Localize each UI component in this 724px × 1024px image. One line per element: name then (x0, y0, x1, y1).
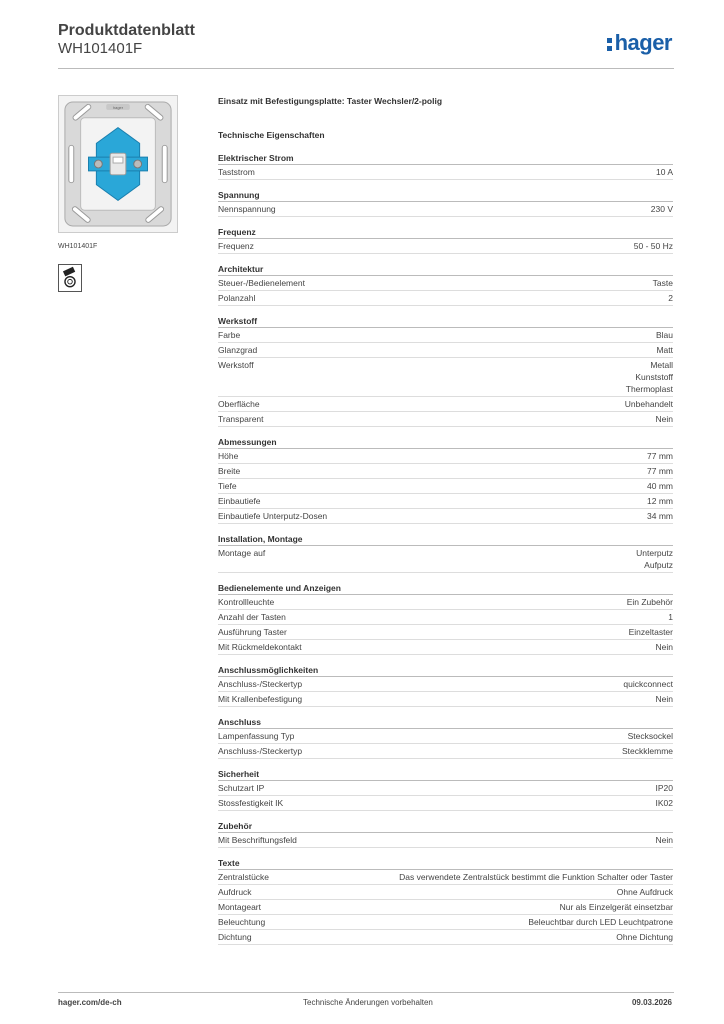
spec-value-line: 50 - 50 Hz (633, 241, 673, 251)
spec-label: Schutzart IP (218, 783, 265, 793)
spec-label: Montage auf (218, 548, 266, 558)
spec-value (276, 203, 673, 215)
spec-value (302, 678, 673, 690)
spec-value (254, 240, 673, 252)
spec-value-line: 10 A (655, 167, 673, 177)
spec-group (218, 190, 673, 217)
spec-label: Einbautiefe (218, 496, 261, 506)
footer-date: 09.03.2026 (631, 998, 672, 1007)
spec-value-line: 12 mm (647, 496, 673, 506)
spec-value (240, 329, 673, 341)
spec-value (265, 547, 673, 571)
spec-row (218, 343, 673, 358)
spec-value-line: Nein (655, 694, 673, 704)
spec-group-title: Anschluss (218, 717, 673, 729)
spec-label: Zentralstücke (218, 872, 270, 882)
spec-value-line: 77 mm (647, 466, 673, 476)
spec-group-title: Architektur (218, 264, 673, 276)
page-header (58, 20, 674, 70)
spec-row (218, 677, 673, 692)
spec-row (218, 358, 673, 397)
spec-value-line: 230 V (650, 204, 673, 214)
spec-value-line: 34 mm (647, 511, 673, 521)
spec-value (305, 277, 673, 289)
spec-row (218, 796, 673, 811)
footer-notice: Technische Änderungen vorbehalten (303, 998, 433, 1007)
spec-label: Polanzahl (218, 293, 256, 303)
spec-label: Aufdruck (218, 887, 252, 897)
spec-value (327, 510, 673, 522)
spec-row (218, 595, 673, 610)
spec-group-title: Sicherheit (218, 769, 673, 781)
spec-group (218, 858, 673, 945)
spec-value (255, 166, 673, 178)
spec-value (252, 886, 673, 898)
spec-value-line: Unterputz (636, 548, 673, 558)
spec-group-title: Texte (218, 858, 673, 870)
spec-value (286, 611, 673, 623)
spec-row (218, 328, 673, 343)
spec-group-title: Zubehör (218, 821, 673, 833)
spec-label: Frequenz (218, 241, 254, 251)
spec-value-line: Nein (655, 642, 673, 652)
spec-label: Lampenfassung Typ (218, 731, 295, 741)
spec-row (218, 625, 673, 640)
spec-value (283, 797, 673, 809)
spec-group-title: Anschlussmöglichkeiten (218, 665, 673, 677)
spec-value-line: Nein (655, 835, 673, 845)
footer-website[interactable]: hager.com/de-ch (58, 998, 122, 1007)
spec-value-line: Aufputz (644, 560, 673, 570)
spec-label: Oberfläche (218, 399, 260, 409)
product-name: Einsatz mit Befestigungsplatte: Taster Wechsler/2-polig (218, 96, 443, 106)
footer-divider (58, 992, 674, 993)
spec-value-line: Unbehandelt (624, 399, 673, 409)
spec-label: Kontrollleuchte (218, 597, 275, 607)
spec-value-line: IK02 (655, 798, 673, 808)
spec-row (218, 692, 673, 707)
spec-value (252, 931, 673, 943)
spec-value (260, 398, 673, 410)
spec-value (261, 495, 673, 507)
spec-value (265, 916, 673, 928)
spec-value-line: Ohne Aufdruck (616, 887, 673, 897)
spec-value (302, 693, 673, 705)
spec-label: Beleuchtung (218, 917, 266, 927)
spec-row (218, 781, 673, 796)
spec-value-line: Taste (652, 278, 673, 288)
spec-row (218, 464, 673, 479)
spec-group-title: Spannung (218, 190, 673, 202)
spec-row (218, 729, 673, 744)
spec-value-line: Nein (655, 414, 673, 424)
section-title: Technische Eigenschaften (218, 130, 325, 140)
switch-insert-illustration (59, 96, 177, 232)
flush-mount-icon (58, 264, 82, 292)
spec-row (218, 494, 673, 509)
spec-row (218, 412, 673, 427)
spec-group (218, 583, 673, 655)
spec-label: Einbautiefe Unterputz-Dosen (218, 511, 328, 521)
page-title: Produktdatenblatt (58, 22, 195, 39)
spec-value-line: Blau (655, 330, 673, 340)
hager-logo (607, 30, 672, 56)
spec-group-title: Frequenz (218, 227, 673, 239)
header-divider (58, 68, 674, 69)
spec-value (264, 782, 673, 794)
spec-label: Stossfestigkeit IK (218, 798, 284, 808)
spec-label: Taststrom (218, 167, 255, 177)
spec-label: Dichtung (218, 932, 252, 942)
spec-label: Anzahl der Tasten (218, 612, 286, 622)
spec-row (218, 202, 673, 217)
spec-value-line: IP20 (655, 783, 673, 793)
spec-row (218, 449, 673, 464)
spec-label: Mit Beschriftungsfeld (218, 835, 297, 845)
product-image (58, 95, 178, 233)
spec-group-title: Abmessungen (218, 437, 673, 449)
spec-value-line: quickconnect (623, 679, 673, 689)
spec-label: Mit Krallenbefestigung (218, 694, 303, 704)
spec-label: Anschluss-/Steckertyp (218, 679, 303, 689)
spec-value-line: Nur als Einzelgerät einsetzbar (559, 902, 673, 912)
spec-row (218, 640, 673, 655)
spec-label: Breite (218, 466, 241, 476)
spec-value-line: Stecksockel (627, 731, 673, 741)
spec-row (218, 610, 673, 625)
spec-row (218, 915, 673, 930)
spec-value-line: Ein Zubehör (626, 597, 673, 607)
spec-group-title: Elektrischer Strom (218, 153, 673, 165)
spec-value-line: Einzeltaster (628, 627, 673, 637)
spec-group (218, 665, 673, 707)
spec-label: Tiefe (218, 481, 237, 491)
spec-value-line: Kunststoff (635, 372, 673, 382)
spec-value-line: Beleuchtbar durch LED Leuchtpatrone (528, 917, 673, 927)
spec-group (218, 534, 673, 573)
spec-value (237, 480, 673, 492)
spec-label: Steuer-/Bedienelement (218, 278, 305, 288)
spec-label: Mit Rückmeldekontakt (218, 642, 302, 652)
spec-group (218, 153, 673, 180)
spec-row (218, 870, 673, 885)
spec-row (218, 291, 673, 306)
spec-group (218, 437, 673, 524)
spec-row (218, 930, 673, 945)
spec-content (218, 96, 673, 945)
spec-value-line: Das verwendete Zentralstück bestimmt die Funktion Schalter oder Taster (399, 872, 673, 882)
spec-group-title: Installation, Montage (218, 534, 673, 546)
spec-label: Glanzgrad (218, 345, 258, 355)
spec-row (218, 885, 673, 900)
image-brand-label: hager (112, 104, 124, 110)
spec-group (218, 717, 673, 759)
spec-value-line: 1 (668, 612, 673, 622)
spec-value (240, 465, 673, 477)
spec-group (218, 821, 673, 848)
spec-label: Transparent (218, 414, 264, 424)
spec-value (255, 292, 673, 304)
spec-value-line: Thermoplast (625, 384, 673, 394)
spec-value (238, 450, 673, 462)
spec-value (257, 344, 673, 356)
logo-dots-icon (607, 37, 612, 51)
spec-row (218, 509, 673, 524)
spec-value (297, 834, 673, 846)
spec-label: Montageart (218, 902, 261, 912)
spec-value (254, 359, 673, 395)
spec-label: Farbe (218, 330, 241, 340)
spec-row (218, 479, 673, 494)
spec-value-line: Metall (650, 360, 673, 370)
spec-row (218, 276, 673, 291)
spec-value-line: 77 mm (647, 451, 673, 461)
product-code-heading: WH101401F (58, 40, 143, 57)
spec-value (274, 596, 673, 608)
spec-value (287, 626, 673, 638)
spec-value (264, 413, 673, 425)
spec-group (218, 316, 673, 427)
spec-group-title: Bedienelemente und Anzeigen (218, 583, 673, 595)
spec-value (302, 745, 673, 757)
spec-row (218, 397, 673, 412)
spec-label: Höhe (218, 451, 239, 461)
spec-group (218, 769, 673, 811)
spec-value-line: 40 mm (647, 481, 673, 491)
spec-label: Nennspannung (218, 204, 276, 214)
spec-value (302, 641, 673, 653)
spec-value-line: Matt (656, 345, 673, 355)
spec-label: Werkstoff (218, 360, 254, 370)
spec-group (218, 264, 673, 306)
spec-row (218, 546, 673, 573)
spec-group (218, 227, 673, 254)
spec-row (218, 900, 673, 915)
spec-value-line: Steckklemme (621, 746, 673, 756)
spec-group-title: Werkstoff (218, 316, 673, 328)
logo-text: hager (614, 30, 672, 55)
spec-value (261, 901, 673, 913)
spec-row (218, 239, 673, 254)
spec-label: Ausführung Taster (218, 627, 287, 637)
spec-row (218, 833, 673, 848)
spec-value (269, 871, 673, 883)
spec-row (218, 744, 673, 759)
spec-value (294, 730, 673, 742)
spec-label: Anschluss-/Steckertyp (218, 746, 303, 756)
spec-row (218, 165, 673, 180)
spec-value-line: 2 (668, 293, 673, 303)
spec-groups (218, 153, 673, 945)
product-code-caption: WH101401F (58, 243, 98, 250)
spec-value-line: Ohne Dichtung (616, 932, 673, 942)
